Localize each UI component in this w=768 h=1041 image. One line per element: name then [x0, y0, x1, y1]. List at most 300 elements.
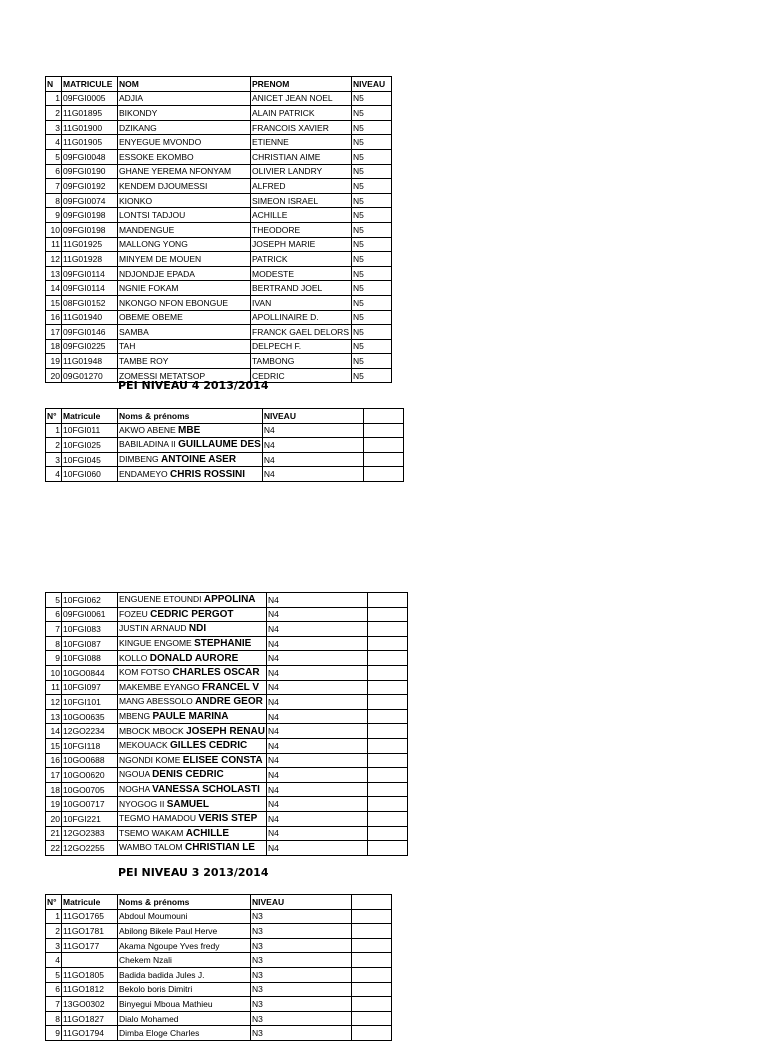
table-row [46, 295, 392, 310]
table-row [46, 593, 408, 608]
row-number: 1 [46, 91, 62, 106]
table-row [46, 164, 392, 179]
table-row [46, 135, 392, 150]
prenom-cell: APOLLINAIRE D. [251, 310, 352, 325]
row-number: 2 [46, 438, 62, 453]
niveau-cell: N4 [266, 768, 367, 783]
name-cell [118, 768, 267, 783]
name-bold: ACHILLE [185, 827, 230, 839]
name-plain: ENDAMEYO [119, 468, 171, 479]
name-cell: KENDEM DJOUMESSI [118, 179, 251, 194]
name-cell: NKONGO NFON EBONGUE [118, 295, 251, 310]
empty-cell [367, 826, 407, 841]
niveau-cell: N4 [266, 709, 367, 724]
prenom-cell: ANICET JEAN NOEL [251, 91, 352, 106]
matricule-cell: 11GO1812 [62, 982, 118, 997]
prenom-cell: MODESTE [251, 266, 352, 281]
niveau-cell: N4 [266, 826, 367, 841]
empty-cell [363, 467, 403, 482]
row-number: 21 [46, 826, 62, 841]
empty-cell [352, 938, 392, 953]
prenom-cell: FRANCOIS XAVIER [251, 120, 352, 135]
name-cell [118, 724, 267, 739]
name-cell: Dialo Mohamed [118, 1011, 251, 1026]
column-header: Matricule [62, 409, 118, 424]
column-header [363, 409, 403, 424]
name-cell [118, 811, 267, 826]
matricule-cell: 09FGI0146 [62, 325, 118, 340]
matricule-cell: 11G01905 [62, 135, 118, 150]
name-cell: Binyegui Mboua Mathieu [118, 997, 251, 1012]
table-n5-wrapper [45, 76, 392, 383]
name-cell [118, 636, 267, 651]
niveau-cell: N5 [352, 222, 392, 237]
matricule-cell: 12GO2383 [62, 826, 118, 841]
table-row [46, 467, 404, 482]
table-row [46, 266, 392, 281]
matricule-cell: 11G01940 [62, 310, 118, 325]
empty-cell [367, 797, 407, 812]
empty-cell [352, 909, 392, 924]
niveau-cell: N5 [352, 149, 392, 164]
name-plain: NGONDI KOME [119, 754, 183, 765]
table-row [46, 193, 392, 208]
row-number: 6 [46, 607, 62, 622]
row-number: 18 [46, 782, 62, 797]
niveau-cell: N4 [266, 680, 367, 695]
row-number: 22 [46, 841, 62, 856]
niveau-cell: N5 [352, 193, 392, 208]
name-cell [118, 651, 267, 666]
table-n4-part2 [45, 592, 408, 856]
table-n4-part1 [45, 408, 404, 482]
niveau-cell: N4 [266, 622, 367, 637]
name-bold: JOSEPH RENAU [186, 725, 265, 737]
matricule-cell: 10FGI088 [62, 651, 118, 666]
name-plain: KOM FOTSO [119, 667, 173, 678]
matricule-cell: 12GO2255 [62, 841, 118, 856]
name-bold: STEPHANIE [194, 638, 252, 650]
matricule-cell: 10FGI221 [62, 811, 118, 826]
name-bold: DENIS CEDRIC [152, 769, 224, 781]
niveau-cell: N5 [352, 120, 392, 135]
matricule-cell: 11GO1781 [62, 924, 118, 939]
niveau-cell: N4 [266, 782, 367, 797]
row-number: 16 [46, 753, 62, 768]
table-row [46, 91, 392, 106]
section-title-n4: PEI NIVEAU 4 2013/2014 [118, 379, 269, 392]
niveau-cell: N3 [251, 967, 352, 982]
row-number: 14 [46, 281, 62, 296]
name-cell [118, 622, 267, 637]
empty-cell [367, 753, 407, 768]
table-n3 [45, 894, 392, 1041]
name-bold: VERIS STEP [198, 813, 258, 825]
name-bold: CHRISTIAN LE [184, 842, 255, 854]
name-plain: NYOGOG II [119, 798, 167, 809]
row-number: 17 [46, 325, 62, 340]
name-cell: MALLONG YONG [118, 237, 251, 252]
name-cell: ESSOKE EKOMBO [118, 149, 251, 164]
matricule-cell: 10FGI045 [62, 452, 118, 467]
column-header: NOM [118, 77, 251, 92]
matricule-cell: 09FGI0114 [62, 281, 118, 296]
matricule-cell: 10FGI011 [62, 423, 118, 438]
matricule-cell: 10FGI101 [62, 695, 118, 710]
table-row [46, 724, 408, 739]
name-bold: CHRIS ROSSINI [170, 468, 246, 480]
empty-cell [352, 982, 392, 997]
name-cell [118, 753, 267, 768]
matricule-cell: 11G01928 [62, 252, 118, 267]
prenom-cell: JOSEPH MARIE [251, 237, 352, 252]
niveau-cell: N3 [251, 1026, 352, 1041]
matricule-cell: 10GO0620 [62, 768, 118, 783]
row-number: 2 [46, 924, 62, 939]
empty-cell [367, 782, 407, 797]
row-number: 18 [46, 339, 62, 354]
matricule-cell: 13GO0302 [62, 997, 118, 1012]
niveau-cell: N4 [262, 423, 363, 438]
column-header: PRENOM [251, 77, 352, 92]
table-row [46, 841, 408, 856]
niveau-cell: N4 [266, 797, 367, 812]
table-n4-part2-wrapper [45, 592, 408, 856]
matricule-cell: 10FGI118 [62, 738, 118, 753]
matricule-cell: 10FGI062 [62, 593, 118, 608]
empty-cell [367, 709, 407, 724]
name-cell [118, 826, 267, 841]
name-cell: Abilong Bikele Paul Herve [118, 924, 251, 939]
table-row [46, 953, 392, 968]
niveau-cell: N5 [352, 281, 392, 296]
name-bold: CHARLES OSCAR [172, 667, 260, 679]
table-row [46, 782, 408, 797]
niveau-cell: N3 [251, 909, 352, 924]
row-number: 17 [46, 768, 62, 783]
table-row [46, 680, 408, 695]
name-cell [118, 452, 263, 467]
niveau-cell: N3 [251, 924, 352, 939]
niveau-cell: N5 [352, 354, 392, 369]
niveau-cell: N5 [352, 252, 392, 267]
prenom-cell: CHRISTIAN AIME [251, 149, 352, 164]
name-cell: KIONKO [118, 193, 251, 208]
prenom-cell: FRANCK GAEL DELORS [251, 325, 352, 340]
niveau-cell: N4 [266, 724, 367, 739]
row-number: 9 [46, 651, 62, 666]
matricule-cell: 11GO1794 [62, 1026, 118, 1041]
row-number: 10 [46, 665, 62, 680]
row-number: 4 [46, 467, 62, 482]
table-row [46, 252, 392, 267]
niveau-cell: N5 [352, 295, 392, 310]
name-cell [118, 423, 263, 438]
matricule-cell: 11G01948 [62, 354, 118, 369]
table-row [46, 120, 392, 135]
matricule-cell: 10GO0635 [62, 709, 118, 724]
column-header: NIVEAU [352, 77, 392, 92]
niveau-cell: N3 [251, 953, 352, 968]
matricule-cell: 10GO0705 [62, 782, 118, 797]
niveau-cell: N4 [262, 438, 363, 453]
row-number: 16 [46, 310, 62, 325]
row-number: 2 [46, 106, 62, 121]
name-bold: ELISEE CONSTA [182, 754, 263, 766]
column-header: Matricule [62, 895, 118, 910]
table-row [46, 452, 404, 467]
prenom-cell: PATRICK [251, 252, 352, 267]
table-row [46, 924, 392, 939]
matricule-cell: 12GO2234 [62, 724, 118, 739]
empty-cell [367, 841, 407, 856]
matricule-cell: 10FGI083 [62, 622, 118, 637]
matricule-cell: 11GO1827 [62, 1011, 118, 1026]
name-cell: SAMBA [118, 325, 251, 340]
name-bold: DONALD AURORE [149, 652, 239, 664]
name-cell: MANDENGUE [118, 222, 251, 237]
matricule-cell: 09FGI0198 [62, 222, 118, 237]
matricule-cell: 08FGI0152 [62, 295, 118, 310]
name-cell: Akama Ngoupe Yves fredy [118, 938, 251, 953]
name-plain: MAKEMBE EYANGO [119, 681, 202, 692]
niveau-cell: N4 [262, 452, 363, 467]
name-cell: OBEME OBEME [118, 310, 251, 325]
name-cell: NGNIE FOKAM [118, 281, 251, 296]
row-number: 7 [46, 179, 62, 194]
empty-cell [367, 724, 407, 739]
name-cell: LONTSI TADJOU [118, 208, 251, 223]
name-cell: TAMBE ROY [118, 354, 251, 369]
niveau-cell: N5 [352, 368, 392, 383]
matricule-cell: 09FGI0225 [62, 339, 118, 354]
name-plain: DIMBENG [119, 454, 162, 465]
table-row [46, 826, 408, 841]
table-row [46, 1026, 392, 1041]
table-row [46, 438, 404, 453]
matricule-cell: 09FGI0198 [62, 208, 118, 223]
empty-cell [352, 953, 392, 968]
matricule-cell: 10FGI025 [62, 438, 118, 453]
name-cell [118, 593, 267, 608]
matricule-cell: 09FGI0005 [62, 91, 118, 106]
row-number: 15 [46, 738, 62, 753]
name-cell: MINYEM DE MOUEN [118, 252, 251, 267]
name-cell [118, 607, 267, 622]
column-header: N° [46, 895, 62, 910]
name-cell: TAH [118, 339, 251, 354]
matricule-cell: 11GO177 [62, 938, 118, 953]
prenom-cell: ALFRED [251, 179, 352, 194]
table-row [46, 179, 392, 194]
niveau-cell: N4 [266, 738, 367, 753]
name-plain: KINGUE ENGOME [119, 638, 195, 649]
row-number: 5 [46, 967, 62, 982]
prenom-cell: THEODORE [251, 222, 352, 237]
empty-cell [363, 438, 403, 453]
table-row [46, 651, 408, 666]
row-number: 20 [46, 368, 62, 383]
prenom-cell: BERTRAND JOEL [251, 281, 352, 296]
niveau-cell: N5 [352, 91, 392, 106]
name-cell: Abdoul Moumouni [118, 909, 251, 924]
matricule-cell: 10GO0717 [62, 797, 118, 812]
table-row [46, 354, 392, 369]
row-number: 5 [46, 593, 62, 608]
table-n3-wrapper [45, 894, 392, 1041]
row-number: 11 [46, 680, 62, 695]
row-number: 6 [46, 982, 62, 997]
name-plain: ENGUENE ETOUNDI [119, 594, 204, 605]
empty-cell [367, 607, 407, 622]
name-plain: FOZEU [119, 608, 151, 619]
row-number: 19 [46, 354, 62, 369]
niveau-cell: N5 [352, 266, 392, 281]
name-plain: MANG ABESSOLO [119, 696, 196, 707]
matricule-cell: 09FGI0192 [62, 179, 118, 194]
name-cell: Bekolo boris Dimitri [118, 982, 251, 997]
name-cell [118, 665, 267, 680]
name-cell: NDJONDJE EPADA [118, 266, 251, 281]
table-row [46, 982, 392, 997]
column-header: MATRICULE [62, 77, 118, 92]
row-number: 12 [46, 252, 62, 267]
table-row [46, 665, 408, 680]
name-cell: ENYEGUE MVONDO [118, 135, 251, 150]
row-number: 9 [46, 208, 62, 223]
row-number: 3 [46, 938, 62, 953]
column-header: N [46, 77, 62, 92]
matricule-cell: 09FGI0048 [62, 149, 118, 164]
niveau-cell: N4 [266, 593, 367, 608]
name-plain: KOLLO [119, 652, 150, 663]
matricule-cell: 09FGI0061 [62, 607, 118, 622]
table-row [46, 695, 408, 710]
name-plain: NGOUA [119, 769, 153, 780]
column-header [352, 895, 392, 910]
name-bold: MBE [178, 424, 201, 436]
name-cell [118, 680, 267, 695]
name-bold: FRANCEL V [201, 681, 260, 693]
row-number: 1 [46, 909, 62, 924]
niveau-cell: N4 [262, 467, 363, 482]
table-header-row [46, 895, 392, 910]
table-n5 [45, 76, 392, 383]
empty-cell [367, 695, 407, 710]
table-row [46, 325, 392, 340]
name-bold: GUILLAUME DES [178, 439, 261, 451]
table-row [46, 607, 408, 622]
name-bold: GILLES CEDRIC [170, 740, 248, 752]
table-row [46, 622, 408, 637]
name-plain: MBENG [119, 711, 153, 722]
name-cell: Dimba Eloge Charles [118, 1026, 251, 1041]
matricule-cell [62, 953, 118, 968]
column-header: N° [46, 409, 62, 424]
name-cell: ZOMESSI METATSOP [118, 368, 251, 383]
table-row [46, 222, 392, 237]
name-cell: ADJIA [118, 91, 251, 106]
niveau-cell: N4 [266, 811, 367, 826]
matricule-cell: 10FGI097 [62, 680, 118, 695]
row-number: 10 [46, 222, 62, 237]
row-number: 14 [46, 724, 62, 739]
table-n4-part1-wrapper [45, 408, 404, 482]
row-number: 3 [46, 120, 62, 135]
row-number: 8 [46, 193, 62, 208]
prenom-cell: ACHILLE [251, 208, 352, 223]
niveau-cell: N4 [266, 636, 367, 651]
matricule-cell: 10GO0688 [62, 753, 118, 768]
row-number: 8 [46, 636, 62, 651]
table-row [46, 997, 392, 1012]
name-bold: CEDRIC PERGOT [150, 608, 234, 620]
name-bold: ANDRE GEOR [195, 696, 263, 708]
name-cell: DZIKANG [118, 120, 251, 135]
niveau-cell: N5 [352, 339, 392, 354]
row-number: 15 [46, 295, 62, 310]
name-cell [118, 738, 267, 753]
empty-cell [352, 1026, 392, 1041]
prenom-cell: ETIENNE [251, 135, 352, 150]
table-row [46, 909, 392, 924]
table-row [46, 423, 404, 438]
row-number: 3 [46, 452, 62, 467]
niveau-cell: N4 [266, 665, 367, 680]
empty-cell [367, 622, 407, 637]
row-number: 1 [46, 423, 62, 438]
name-cell [118, 709, 267, 724]
row-number: 19 [46, 797, 62, 812]
row-number: 20 [46, 811, 62, 826]
row-number: 13 [46, 709, 62, 724]
name-cell [118, 797, 267, 812]
name-cell [118, 438, 263, 453]
niveau-cell: N5 [352, 179, 392, 194]
name-cell: Badida badida Jules J. [118, 967, 251, 982]
row-number: 9 [46, 1026, 62, 1041]
table-row [46, 310, 392, 325]
name-cell: BIKONDY [118, 106, 251, 121]
niveau-cell: N5 [352, 310, 392, 325]
matricule-cell: 09G01270 [62, 368, 118, 383]
name-plain: WAMBO TALOM [119, 842, 185, 853]
name-plain: JUSTIN ARNAUD [119, 623, 189, 634]
table-row [46, 768, 408, 783]
niveau-cell: N4 [266, 753, 367, 768]
matricule-cell: 09FGI0114 [62, 266, 118, 281]
matricule-cell: 10FGI087 [62, 636, 118, 651]
name-bold: SAMUEL [166, 798, 209, 810]
empty-cell [367, 593, 407, 608]
name-plain: MBOCK MBOCK [119, 725, 187, 736]
table-row [46, 753, 408, 768]
table-header-row [46, 77, 392, 92]
name-cell [118, 782, 267, 797]
name-plain: TEGMO HAMADOU [119, 813, 199, 824]
table-row [46, 709, 408, 724]
column-header: Noms & prénoms [118, 409, 263, 424]
niveau-cell: N4 [266, 695, 367, 710]
matricule-cell: 10GO0844 [62, 665, 118, 680]
name-plain: TSEMO WAKAM [119, 827, 186, 838]
name-plain: AKWO ABENE [119, 424, 179, 435]
prenom-cell: DELPECH F. [251, 339, 352, 354]
table-row [46, 738, 408, 753]
matricule-cell: 09FGI0190 [62, 164, 118, 179]
prenom-cell: SIMEON ISRAEL [251, 193, 352, 208]
name-bold: PAULE MARINA [152, 711, 229, 723]
